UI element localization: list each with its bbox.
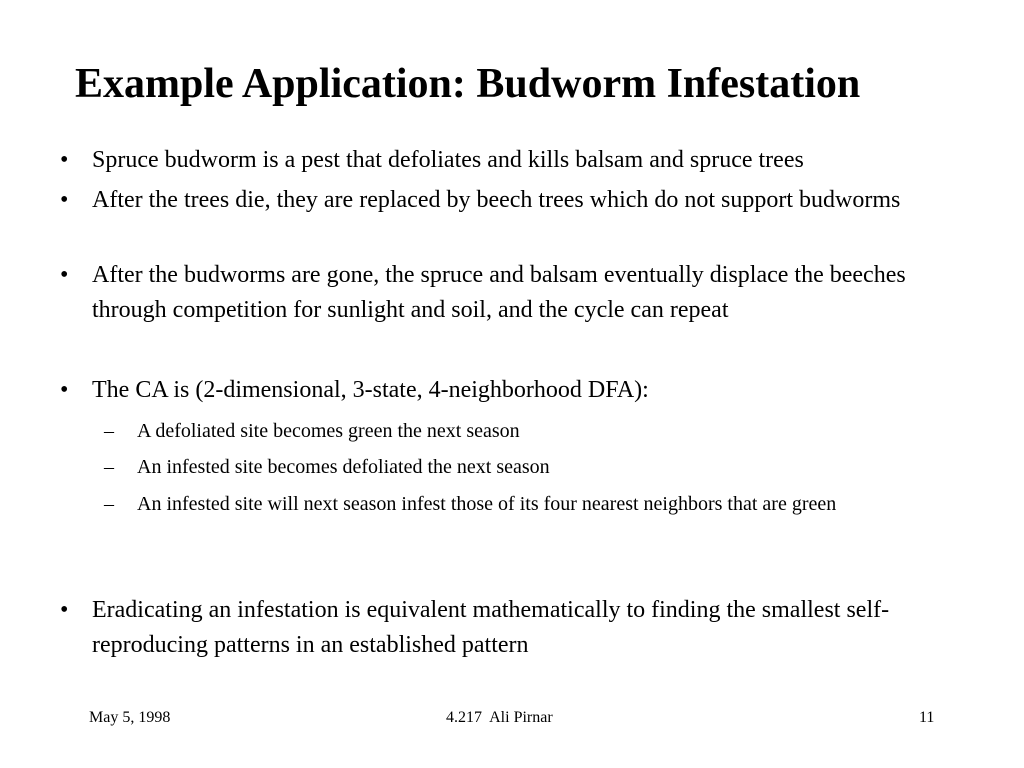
slide-title: Example Application: Budworm Infestation bbox=[75, 61, 861, 107]
bullet-text: Spruce budworm is a pest that defoliates and kills balsam and spruce trees bbox=[92, 147, 804, 173]
sub-bullet-text: A defoliated site becomes green the next season bbox=[137, 420, 520, 442]
bullet-text: The CA is (2-dimensional, 3-state, 4-neighborhood DFA): bbox=[92, 377, 649, 403]
footer-page-number: 11 bbox=[919, 709, 935, 726]
bullet-text: Eradicating an infestation is equivalent mathematically to finding the smallest self-reproducing patterns in an established pattern bbox=[92, 597, 890, 658]
sub-bullet-text: An infested site will next season infest those of its four nearest neighbors that are green bbox=[137, 493, 837, 515]
bullet-marker: • bbox=[60, 377, 69, 403]
bullet-marker: • bbox=[60, 147, 69, 173]
bullet-text: After the trees die, they are replaced by beech trees which do not support budworms bbox=[92, 187, 901, 213]
bullet-marker: • bbox=[60, 597, 69, 623]
footer-date: May 5, 1998 bbox=[89, 709, 171, 726]
bullet-marker: • bbox=[60, 262, 69, 288]
sub-bullet-text: An infested site becomes defoliated the next season bbox=[137, 456, 550, 478]
sub-bullet-marker: – bbox=[104, 456, 114, 478]
sub-bullet-marker: – bbox=[104, 493, 114, 515]
footer-course: 4.217 Ali Pirnar bbox=[446, 709, 553, 726]
bullet-text: After the budworms are gone, the spruce and balsam eventually displace the beeches through competition for sunlight and soil, and the cycle can repeat bbox=[92, 262, 906, 323]
bullet-marker: • bbox=[60, 187, 69, 213]
sub-bullet-marker: – bbox=[104, 420, 114, 442]
